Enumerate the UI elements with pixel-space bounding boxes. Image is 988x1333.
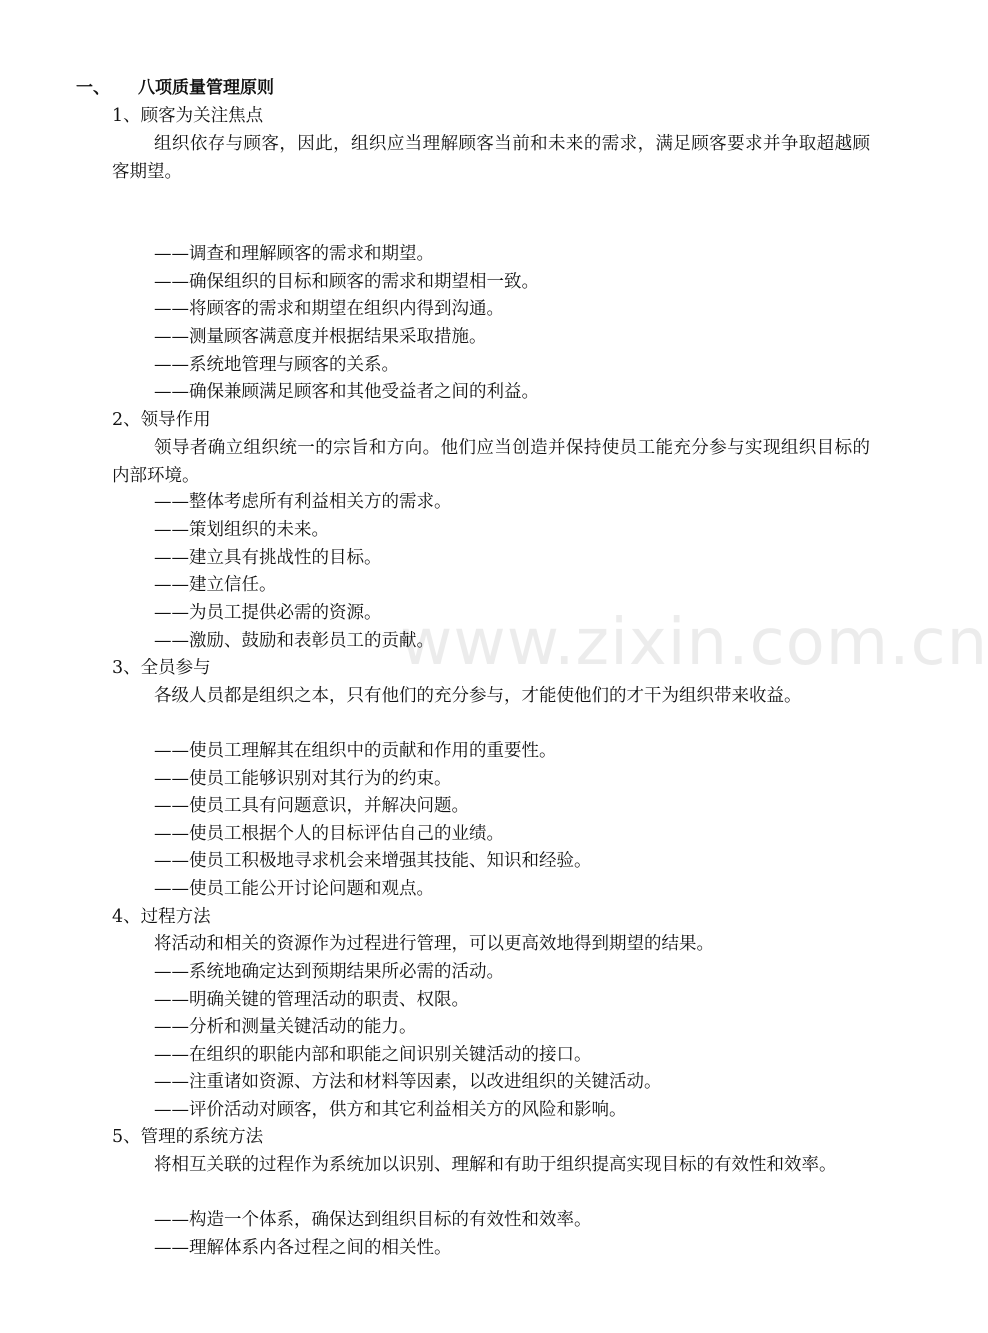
section-title: 4、过程方法 [112,907,211,927]
bullet-item: ——建立具有挑战性的目标。 [154,548,382,568]
section-intro: 领导者确立组织统一的宗旨和方向。他们应当创造并保持使员工能充分参与实现组织目标的内部环境。 [112,438,870,486]
bullet-item: ——理解体系内各过程之间的相关性。 [154,1238,452,1258]
main-heading [76,74,274,102]
bullet-item: ——调查和理解顾客的需求和期望。 [154,244,434,264]
bullet-item: ——激励、鼓励和表彰员工的贡献。 [154,631,434,651]
bullet-item: ——使员工能公开讨论问题和观点。 [154,879,434,899]
bullet-item: ——策划组织的未来。 [154,520,329,540]
bullet-item: ——构造一个体系，确保达到组织目标的有效性和效率。 [154,1210,592,1230]
section-title: 3、全员参与 [112,658,211,678]
heading-number: 一、 [76,78,110,98]
bullet-item: ——系统地管理与顾客的关系。 [154,355,399,375]
section-title: 2、领导作用 [112,410,211,430]
bullet-item: ——使员工理解其在组织中的贡献和作用的重要性。 [154,741,557,761]
bullet-item: ——使员工能够识别对其行为的约束。 [154,769,452,789]
heading-title: 八项质量管理原则 [138,78,274,98]
bullet-item: ——使员工根据个人的目标评估自己的业绩。 [154,824,504,844]
section-title: 1、顾客为关注焦点 [112,106,264,126]
bullet-item: ——确保兼顾满足顾客和其他受益者之间的利益。 [154,382,539,402]
bullet-item: ——将顾客的需求和期望在组织内得到沟通。 [154,299,504,319]
section-intro: 将相互关联的过程作为系统加以识别、理解和有助于组织提高实现目标的有效性和效率。 [154,1155,837,1175]
bullet-item: ——测量顾客满意度并根据结果采取措施。 [154,327,487,347]
bullet-item: ——明确关键的管理活动的职责、权限。 [154,990,469,1010]
section-intro: 各级人员都是组织之本，只有他们的充分参与，才能使他们的才干为组织带来收益。 [154,686,802,706]
bullet-item: ——注重诸如资源、方法和材料等因素，以改进组织的关键活动。 [154,1072,662,1092]
bullet-item: ——使员工积极地寻求机会来增强其技能、知识和经验。 [154,851,592,871]
section-intro: 组织依存与顾客，因此，组织应当理解顾客当前和未来的需求，满足顾客要求并争取超越顾客期望。 [112,134,870,182]
bullet-item: ——为员工提供必需的资源。 [154,603,382,623]
bullet-item: ——确保组织的目标和顾客的需求和期望相一致。 [154,272,539,292]
bullet-item: ——评价活动对顾客，供方和其它利益相关方的风险和影响。 [154,1100,627,1120]
bullet-item: ——整体考虑所有利益相关方的需求。 [154,492,452,512]
watermark: www.zixin.com.cn [400,606,988,680]
section-intro: 将活动和相关的资源作为过程进行管理，可以更高效地得到期望的结果。 [154,934,714,954]
bullet-item: ——分析和测量关键活动的能力。 [154,1017,417,1037]
section-title: 5、管理的系统方法 [112,1127,264,1147]
bullet-item: ——在组织的职能内部和职能之间识别关键活动的接口。 [154,1045,592,1065]
bullet-item: ——系统地确定达到预期结果所必需的活动。 [154,962,504,982]
bullet-item: ——建立信任。 [154,575,277,595]
bullet-item: ——使员工具有问题意识，并解决问题。 [154,796,469,816]
